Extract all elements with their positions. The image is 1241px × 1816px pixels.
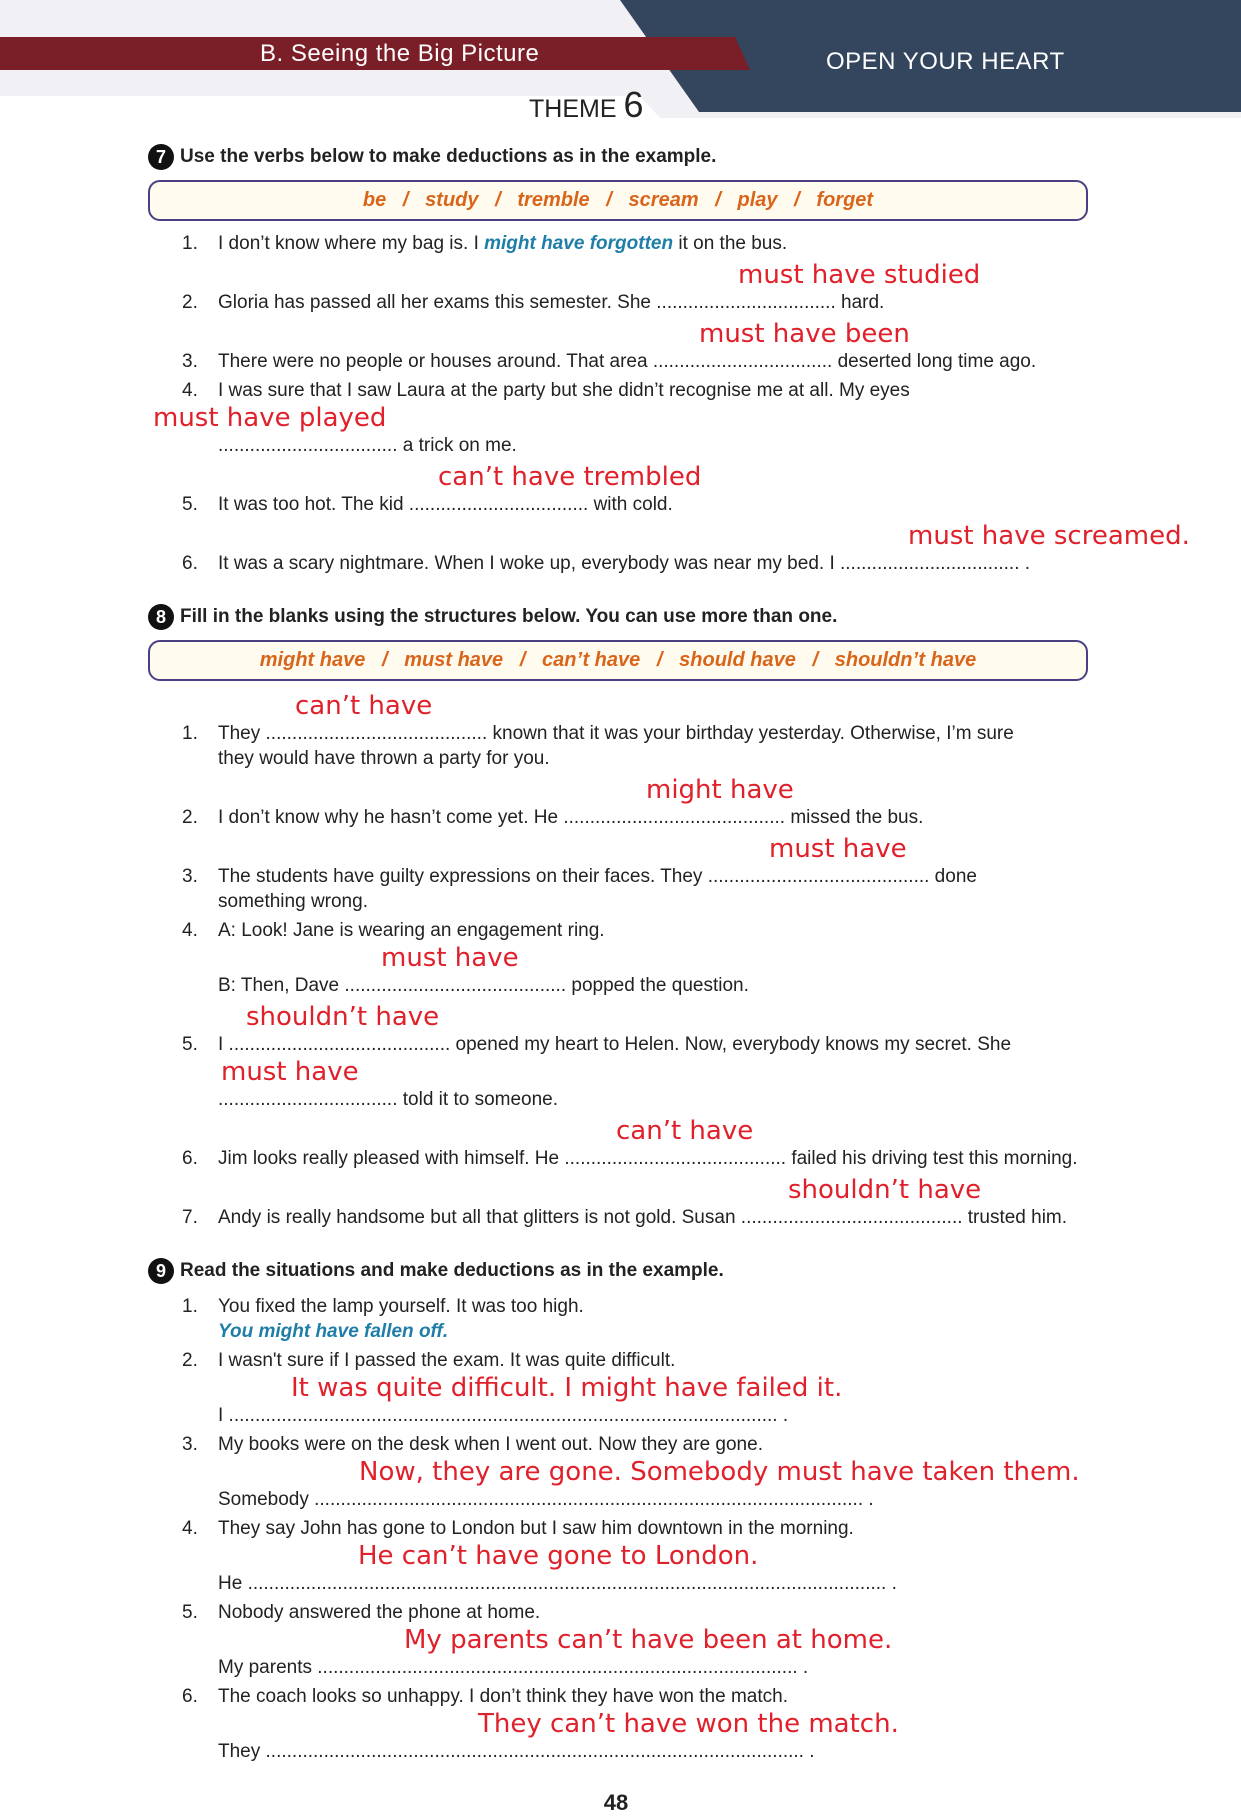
page-number: 48 [603, 1790, 629, 1815]
item-text: Gloria has passed all her exams this semester. She .................................. hard. [218, 292, 885, 313]
example-answer: You might have fallen off. [218, 1321, 449, 1342]
item-text: Nobody answered the phone at home. [218, 1602, 541, 1623]
handwritten-answer: must have [221, 1057, 359, 1087]
item-text: I don’t know where my bag is. I [218, 233, 485, 254]
item-text-continued: .................................. told it to someone. [218, 1089, 559, 1110]
item-number: 1. [182, 1296, 198, 1317]
exercise-instruction: Use the verbs below to make deductions as in the example. [180, 146, 717, 167]
theme-text: THEME [529, 95, 617, 123]
exercise-item [148, 1294, 1208, 1344]
item-number: 3. [182, 351, 198, 372]
item-number: 6. [182, 1686, 198, 1707]
item-text: I .......................................... opened my heart to Helen. Now, everybody knows my secret. She [218, 1034, 1012, 1055]
item-text-continued: My parents ........................................................................................... . [218, 1657, 809, 1678]
item-text: The students have guilty expressions on their faces. They .......................................... done [218, 866, 977, 887]
item-number: 5. [182, 1602, 198, 1623]
exercise-item [148, 691, 1208, 771]
item-text: You fixed the lamp yourself. It was too high. [218, 1296, 584, 1317]
item-number: 6. [182, 1148, 198, 1169]
handwritten-answer: can’t have [616, 1116, 754, 1146]
item-text: A: Look! Jane is wearing an engagement ring. [218, 920, 605, 941]
exercise-item [148, 1175, 1208, 1230]
handwritten-answer: must have screamed. [908, 521, 1190, 551]
handwritten-answer: can’t have trembled [438, 462, 702, 492]
item-text-continued: .................................. a trick on me. [218, 435, 517, 456]
verb-word-box: be / study / tremble / scream / play / forget [148, 180, 1088, 221]
exercise-item [148, 378, 1208, 458]
page-content [148, 142, 1208, 1816]
item-text: Jim looks really pleased with himself. He .......................................... failed his driving test this morning. [218, 1148, 1078, 1169]
exercise-item [148, 1432, 1208, 1512]
unit-title: OPEN YOUR HEART [826, 48, 1065, 75]
exercise-instruction: Read the situations and make deductions as in the example. [180, 1260, 724, 1281]
exercise-item [148, 260, 1208, 315]
theme-label [529, 84, 643, 126]
item-text-continued: B: Then, Dave .......................................... popped the question. [218, 975, 749, 996]
exercise-item [148, 1516, 1208, 1596]
exercise-8-heading [148, 602, 1208, 632]
handwritten-answer: He can’t have gone to London. [358, 1541, 759, 1571]
exercise-number-badge: 8 [148, 604, 174, 630]
exercise-item [148, 1002, 1208, 1112]
item-text: They .......................................... known that it was your birthday yesterday. Otherwise, I’m sure [218, 723, 1014, 744]
item-number: 2. [182, 807, 198, 828]
item-number: 1. [182, 723, 198, 744]
exercise-9-heading [148, 1256, 1208, 1286]
item-number: 3. [182, 1434, 198, 1455]
structure-word-box: might have / must have / can’t have / should have / shouldn’t have [148, 640, 1088, 681]
exercise-item [148, 1684, 1208, 1764]
handwritten-answer: can’t have [295, 691, 433, 721]
item-text: it on the bus. [673, 233, 788, 254]
exercise-item [148, 1348, 1208, 1428]
item-number: 3. [182, 866, 198, 887]
handwritten-answer: must have played [153, 403, 387, 433]
exercise-8 [148, 602, 1208, 1230]
exercise-number-badge: 7 [148, 144, 174, 170]
item-number: 2. [182, 1350, 198, 1371]
item-text: My books were on the desk when I went out. Now they are gone. [218, 1434, 763, 1455]
item-text: Andy is really handsome but all that glitters is not gold. Susan .......................................... trusted him. [218, 1207, 1068, 1228]
exercise-item [148, 834, 1208, 914]
section-title: B. Seeing the Big Picture [260, 40, 540, 67]
item-text: It was too hot. The kid .................................. with cold. [218, 494, 673, 515]
exercise-9 [148, 1256, 1208, 1764]
item-text-continued: something wrong. [218, 891, 368, 912]
exercise-7-heading [148, 142, 1208, 172]
handwritten-answer: It was quite difficult. I might have failed it. [291, 1373, 843, 1403]
handwritten-answer: Now, they are gone. Somebody must have taken them. [359, 1457, 1080, 1487]
handwritten-answer: must have studied [738, 260, 981, 290]
item-number: 4. [182, 920, 198, 941]
item-number: 6. [182, 553, 198, 574]
handwritten-answer: shouldn’t have [788, 1175, 982, 1205]
item-text: There were no people or houses around. That area .................................. deserted long time ago. [218, 351, 1037, 372]
item-text-continued: He ......................................................................................................................... . [218, 1573, 897, 1594]
handwritten-answer: shouldn’t have [246, 1002, 440, 1032]
exercise-item [148, 521, 1208, 576]
handwritten-answer: must have [769, 834, 907, 864]
handwritten-answer: must have [381, 943, 519, 973]
item-number: 5. [182, 1034, 198, 1055]
exercise-instruction: Fill in the blanks using the structures below. You can use more than one. [180, 606, 838, 627]
item-number: 1. [182, 233, 198, 254]
item-text-continued: They ...................................................................................................... . [218, 1741, 815, 1762]
exercise-number-badge: 9 [148, 1258, 174, 1284]
item-text: The coach looks so unhappy. I don’t think they have won the match. [218, 1686, 788, 1707]
exercise-item [148, 775, 1208, 830]
exercise-item [148, 231, 1208, 256]
handwritten-answer: must have been [699, 319, 910, 349]
item-text: I was sure that I saw Laura at the party but she didn’t recognise me at all. My eyes [218, 380, 910, 401]
item-number: 5. [182, 494, 198, 515]
item-text-continued: Somebody ........................................................................................................ . [218, 1489, 874, 1510]
item-text: I wasn't sure if I passed the exam. It was quite difficult. [218, 1350, 676, 1371]
item-text: It was a scary nightmare. When I woke up, everybody was near my bed. I .................................. . [218, 553, 1031, 574]
item-text: They say John has gone to London but I saw him downtown in the morning. [218, 1518, 854, 1539]
handwritten-answer: might have [646, 775, 794, 805]
handwritten-answer: My parents can’t have been at home. [404, 1625, 893, 1655]
handwritten-answer: They can’t have won the match. [478, 1709, 899, 1739]
exercise-item [148, 1600, 1208, 1680]
item-number: 7. [182, 1207, 198, 1228]
exercise-7 [148, 142, 1208, 576]
item-text: I don’t know why he hasn’t come yet. He .......................................... missed the bus. [218, 807, 924, 828]
exercise-item [148, 462, 1208, 517]
item-number: 4. [182, 1518, 198, 1539]
exercise-item [148, 319, 1208, 374]
exercise-item [148, 1116, 1208, 1171]
exercise-item [148, 918, 1208, 998]
item-number: 2. [182, 292, 198, 313]
item-number: 4. [182, 380, 198, 401]
item-text-continued: they would have thrown a party for you. [218, 748, 550, 769]
theme-number: 6 [623, 84, 644, 125]
example-answer: might have forgotten [484, 233, 674, 254]
item-text-continued: I ........................................................................................................ . [218, 1405, 789, 1426]
